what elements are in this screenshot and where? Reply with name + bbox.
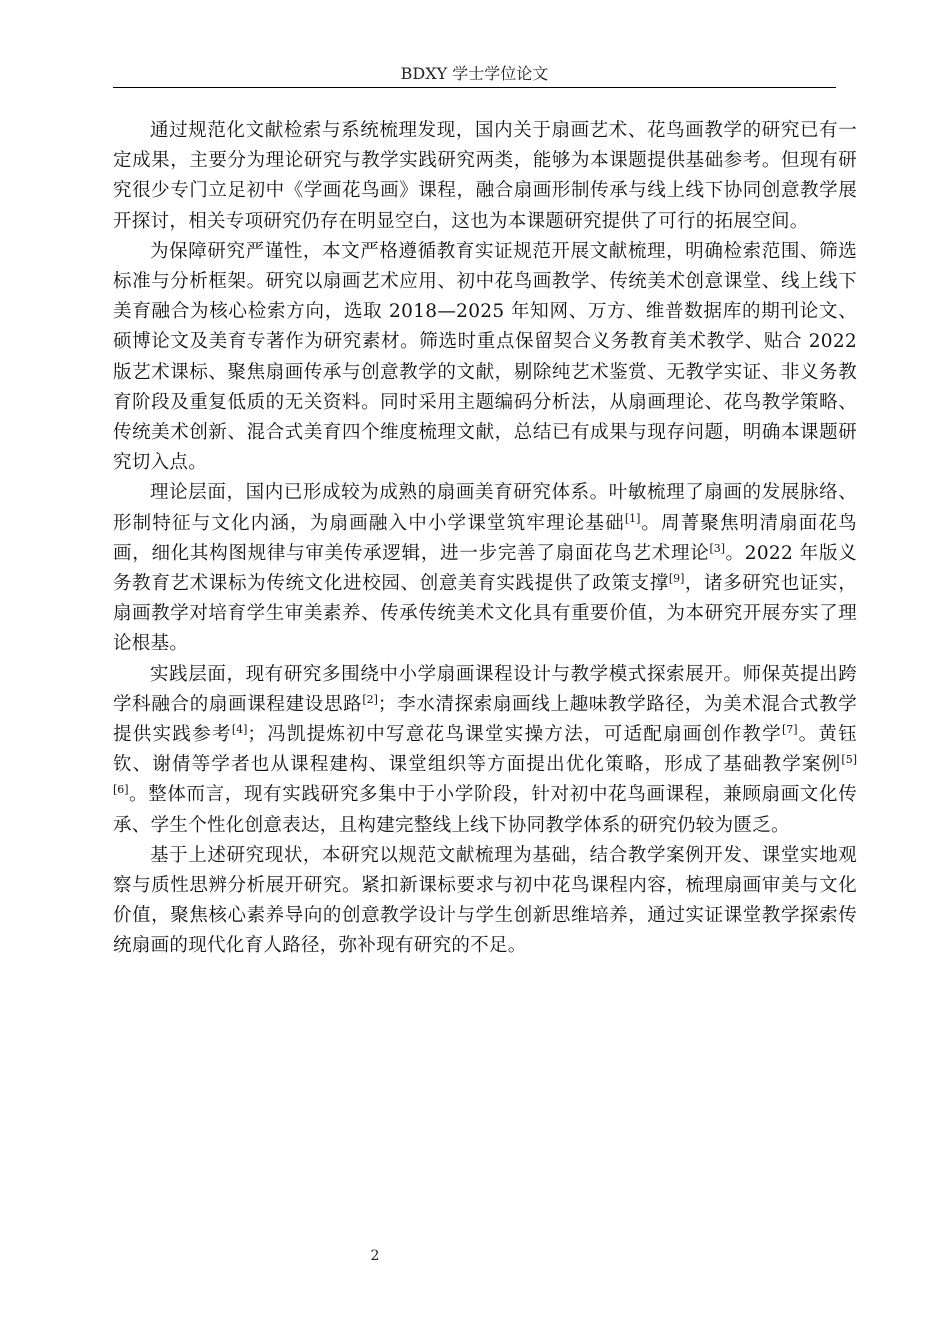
paragraph-text: 。黄钰钦、谢倩等学者也从课程建构、课堂组织等方面提出优化策略，形成了基础教学案例	[113, 724, 857, 776]
citation-ref: [4]	[231, 723, 248, 737]
paragraph-text: ；李水清探索扇画线上趣味教学路径，为美术混合式教学提供实践参考	[113, 693, 857, 746]
paragraph-text: 。2022 年版义务教育艺术课标为传统文化进校园、创意美育实践提供了政策支撑	[113, 542, 857, 595]
citation-ref: [9]	[668, 572, 685, 586]
header-divider	[113, 87, 836, 88]
paragraph-text: ；冯凯提炼初中写意花鸟课堂实操方法，可适配扇画创作教学	[247, 724, 782, 746]
document-body	[113, 116, 857, 962]
citation-ref: [3]	[709, 541, 726, 555]
page-header-title: BDXY 学士学位论文	[400, 64, 549, 83]
paragraph-text: 为保障研究严谨性，本文严格遵循教育实证规范开展文献梳理，明确检索范围、筛选标准与分析框架。研究以扇画艺术应用、初中花鸟画教学、传统美术创意课堂、线上线下美育融合为核心检索方向，选取 2018—2025 年知网、万方、维普数据库的期刊论文、硕博论文及美育专著作为研究素材。筛选时重点保留契合义务教育美术教学、贴合 2022 版艺术课标、聚焦扇画传承与创意教学的文献，剔除纯艺术鉴赏、无教学实证、非义务教育阶段及重复低质的无关资料。同时采用主题编码分析法，从扇画理论、花鸟教学策略、传统美术创新、混合式美育四个维度梳理文献，总结已有成果与现存问题，明确本课题研究切入点。	[113, 240, 857, 474]
page-number: 2	[370, 1248, 380, 1264]
paragraph-text: 。周菁聚焦明清扇面花鸟画，细化其构图规律与审美传承逻辑，进一步完善了扇面花鸟艺术理论	[113, 512, 857, 564]
paragraph	[113, 660, 857, 841]
paragraph-text: 理论层面，国内已形成较为成熟的扇画美育研究体系。叶敏梳理了扇画的发展脉络、形制特征与文化内涵，为扇画融入中小学课堂筑牢理论基础	[113, 482, 857, 534]
paragraph-text: 通过规范化文献检索与系统梳理发现，国内关于扇画艺术、花鸟画教学的研究已有一定成果，主要分为理论研究与教学实践研究两类，能够为本课题提供基础参考。但现有研究很少专门立足初中《学画花鸟画》课程，融合扇画形制传承与线上线下协同创意教学展开探讨，相关专项研究仍存在明显空白，这也为本课题研究提供了可行的拓展空间。	[113, 120, 857, 232]
paragraph	[113, 237, 857, 479]
paragraph	[113, 841, 857, 962]
paragraph	[113, 478, 857, 659]
paragraph-text: 基于上述研究现状，本研究以规范文献梳理为基础，结合教学案例开发、课堂实地观察与质性思辨分析展开研究。紧扣新课标要求与初中花鸟课程内容，梳理扇画审美与文化价值，聚焦核心素养导向的创意教学设计与学生创新思维培养，通过实证课堂教学探索传统扇画的现代化育人路径，弥补现有研究的不足。	[113, 844, 857, 957]
paragraph	[113, 116, 857, 237]
citation-ref: [5][6]	[113, 753, 857, 797]
paragraph-text: ，诸多研究也证实，扇画教学对培育学生审美素养、传承传统美术文化具有重要价值，为本研究开展夯实了理论根基。	[113, 573, 858, 655]
paragraph-text: 实践层面，现有研究多围绕中小学扇画课程设计与教学模式探索展开。师保英提出跨学科融合的扇画课程建设思路	[113, 663, 857, 715]
citation-ref: [1]	[624, 511, 641, 525]
citation-ref: [2]	[362, 692, 378, 706]
citation-ref: [7]	[782, 723, 798, 737]
paragraph-text: 。整体而言，现有实践研究多集中于小学阶段，针对初中花鸟画课程，兼顾扇画文化传承、学生个性化创意表达，且构建完整线上线下协同教学体系的研究仍较为匮乏。	[113, 784, 857, 836]
